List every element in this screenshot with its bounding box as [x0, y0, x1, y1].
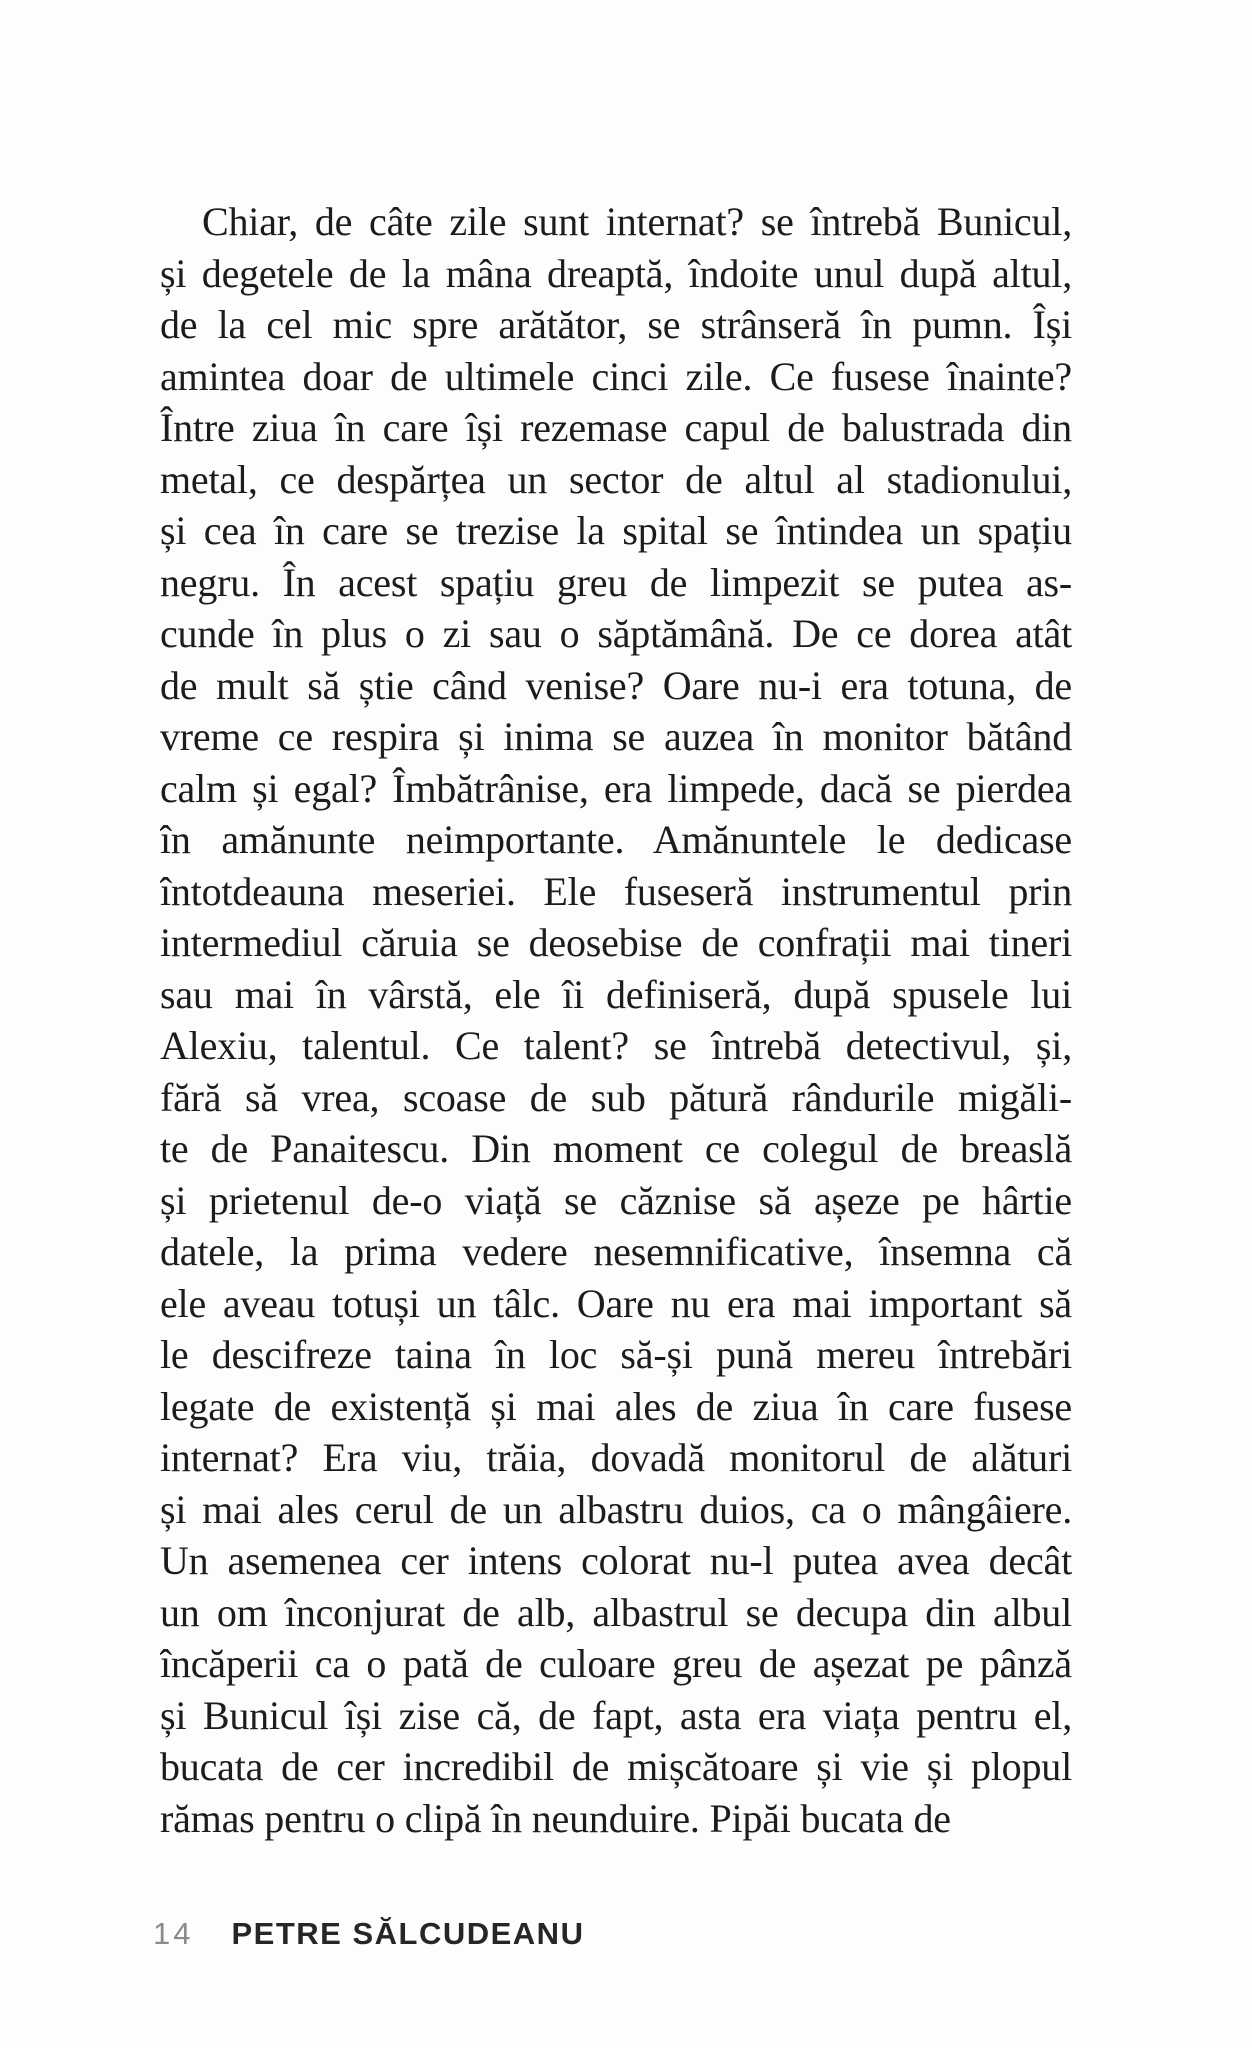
- text-line: Alexiu, talentul. Ce talent? se întrebă detectivul, și,: [160, 1023, 1072, 1068]
- text-line: bucata de cer incredibil de mișcătoare și vie și plopul: [160, 1744, 1072, 1789]
- text-line: și mai ales cerul de un albastru duios, ca o mângâiere.: [160, 1486, 1072, 1532]
- text-line: ele aveau totuși un tâlc. Oare nu era mai important să: [160, 1280, 1072, 1326]
- text-line: calm și egal? Îmbătrânise, era limpede, dacă se pierdea: [160, 765, 1072, 811]
- text-line: în amănunte neimportante. Amănuntele le dedicase: [160, 817, 1072, 862]
- text-line: cunde în plus o zi sau o săptămână. De ce dorea atât: [160, 611, 1072, 656]
- text-line: vreme ce respira și inima se auzea în monitor bătând: [160, 714, 1072, 759]
- text-line: metal, ce despărțea un sector de altul al stadionului,: [160, 456, 1072, 502]
- text-line: datele, la prima vedere nesemnificative, însemna că: [160, 1229, 1072, 1274]
- text-line: legate de existență și mai ales de ziua în care fusese: [160, 1383, 1072, 1429]
- text-line: și degetele de la mâna dreaptă, îndoite unul după altul,: [160, 250, 1072, 296]
- text-line: Un asemenea cer intens colorat nu-l putea avea decât: [160, 1538, 1072, 1583]
- text-line: încăperii ca o pată de culoare greu de așezat pe pânză: [160, 1641, 1072, 1686]
- author-name: PETRE SĂLCUDEANU: [231, 1916, 585, 1951]
- text-line: le descifreze taina în loc să-și pună mereu întrebări: [160, 1332, 1072, 1377]
- text-line: de mult să știe când venise? Oare nu-i era totuna, de: [160, 662, 1072, 708]
- text-line: întotdeauna meseriei. Ele fuseseră instrumentul prin: [160, 868, 1072, 914]
- text-line: amintea doar de ultimele cinci zile. Ce fusese înainte?: [160, 353, 1072, 399]
- text-line: sau mai în vârstă, ele îi definiseră, după spusele lui: [160, 971, 1072, 1017]
- text-line: și Bunicul își zise că, de fapt, asta era viața pentru el,: [160, 1692, 1072, 1738]
- text-line: intermediul căruia se deosebise de confrații mai tineri: [160, 920, 1072, 965]
- text-line: fără să vrea, scoase de sub pătură rândurile migăli-: [160, 1074, 1072, 1120]
- text-line: Între ziua în care își rezemase capul de balustrada din: [160, 405, 1072, 450]
- text-line: internat? Era viu, trăia, dovadă monitorul de alături: [160, 1435, 1072, 1480]
- text-line: Chiar, de câte zile sunt internat? se întrebă Bunicul,: [202, 199, 1072, 244]
- page-number: 14: [153, 1916, 194, 1951]
- text-line: te de Panaitescu. Din moment ce colegul de breaslă: [160, 1126, 1072, 1171]
- text-line: un om înconjurat de alb, albastrul se decupa din albul: [160, 1589, 1072, 1635]
- text-line: și cea în care se trezise la spital se întindea un spațiu: [160, 508, 1072, 553]
- text-line: de la cel mic spre arătător, se strânseră în pumn. Își: [160, 302, 1072, 347]
- text-line: negru. În acest spațiu greu de limpezit se putea as-: [160, 559, 1072, 605]
- body-text-paragraph: [160, 196, 1072, 1844]
- page-footer: [153, 1916, 584, 1952]
- text-line: rămas pentru o clipă în neunduire. Pipăi bucata de: [160, 1795, 951, 1841]
- text-line: și prietenul de-o viață se căznise să așeze pe hârtie: [160, 1177, 1072, 1223]
